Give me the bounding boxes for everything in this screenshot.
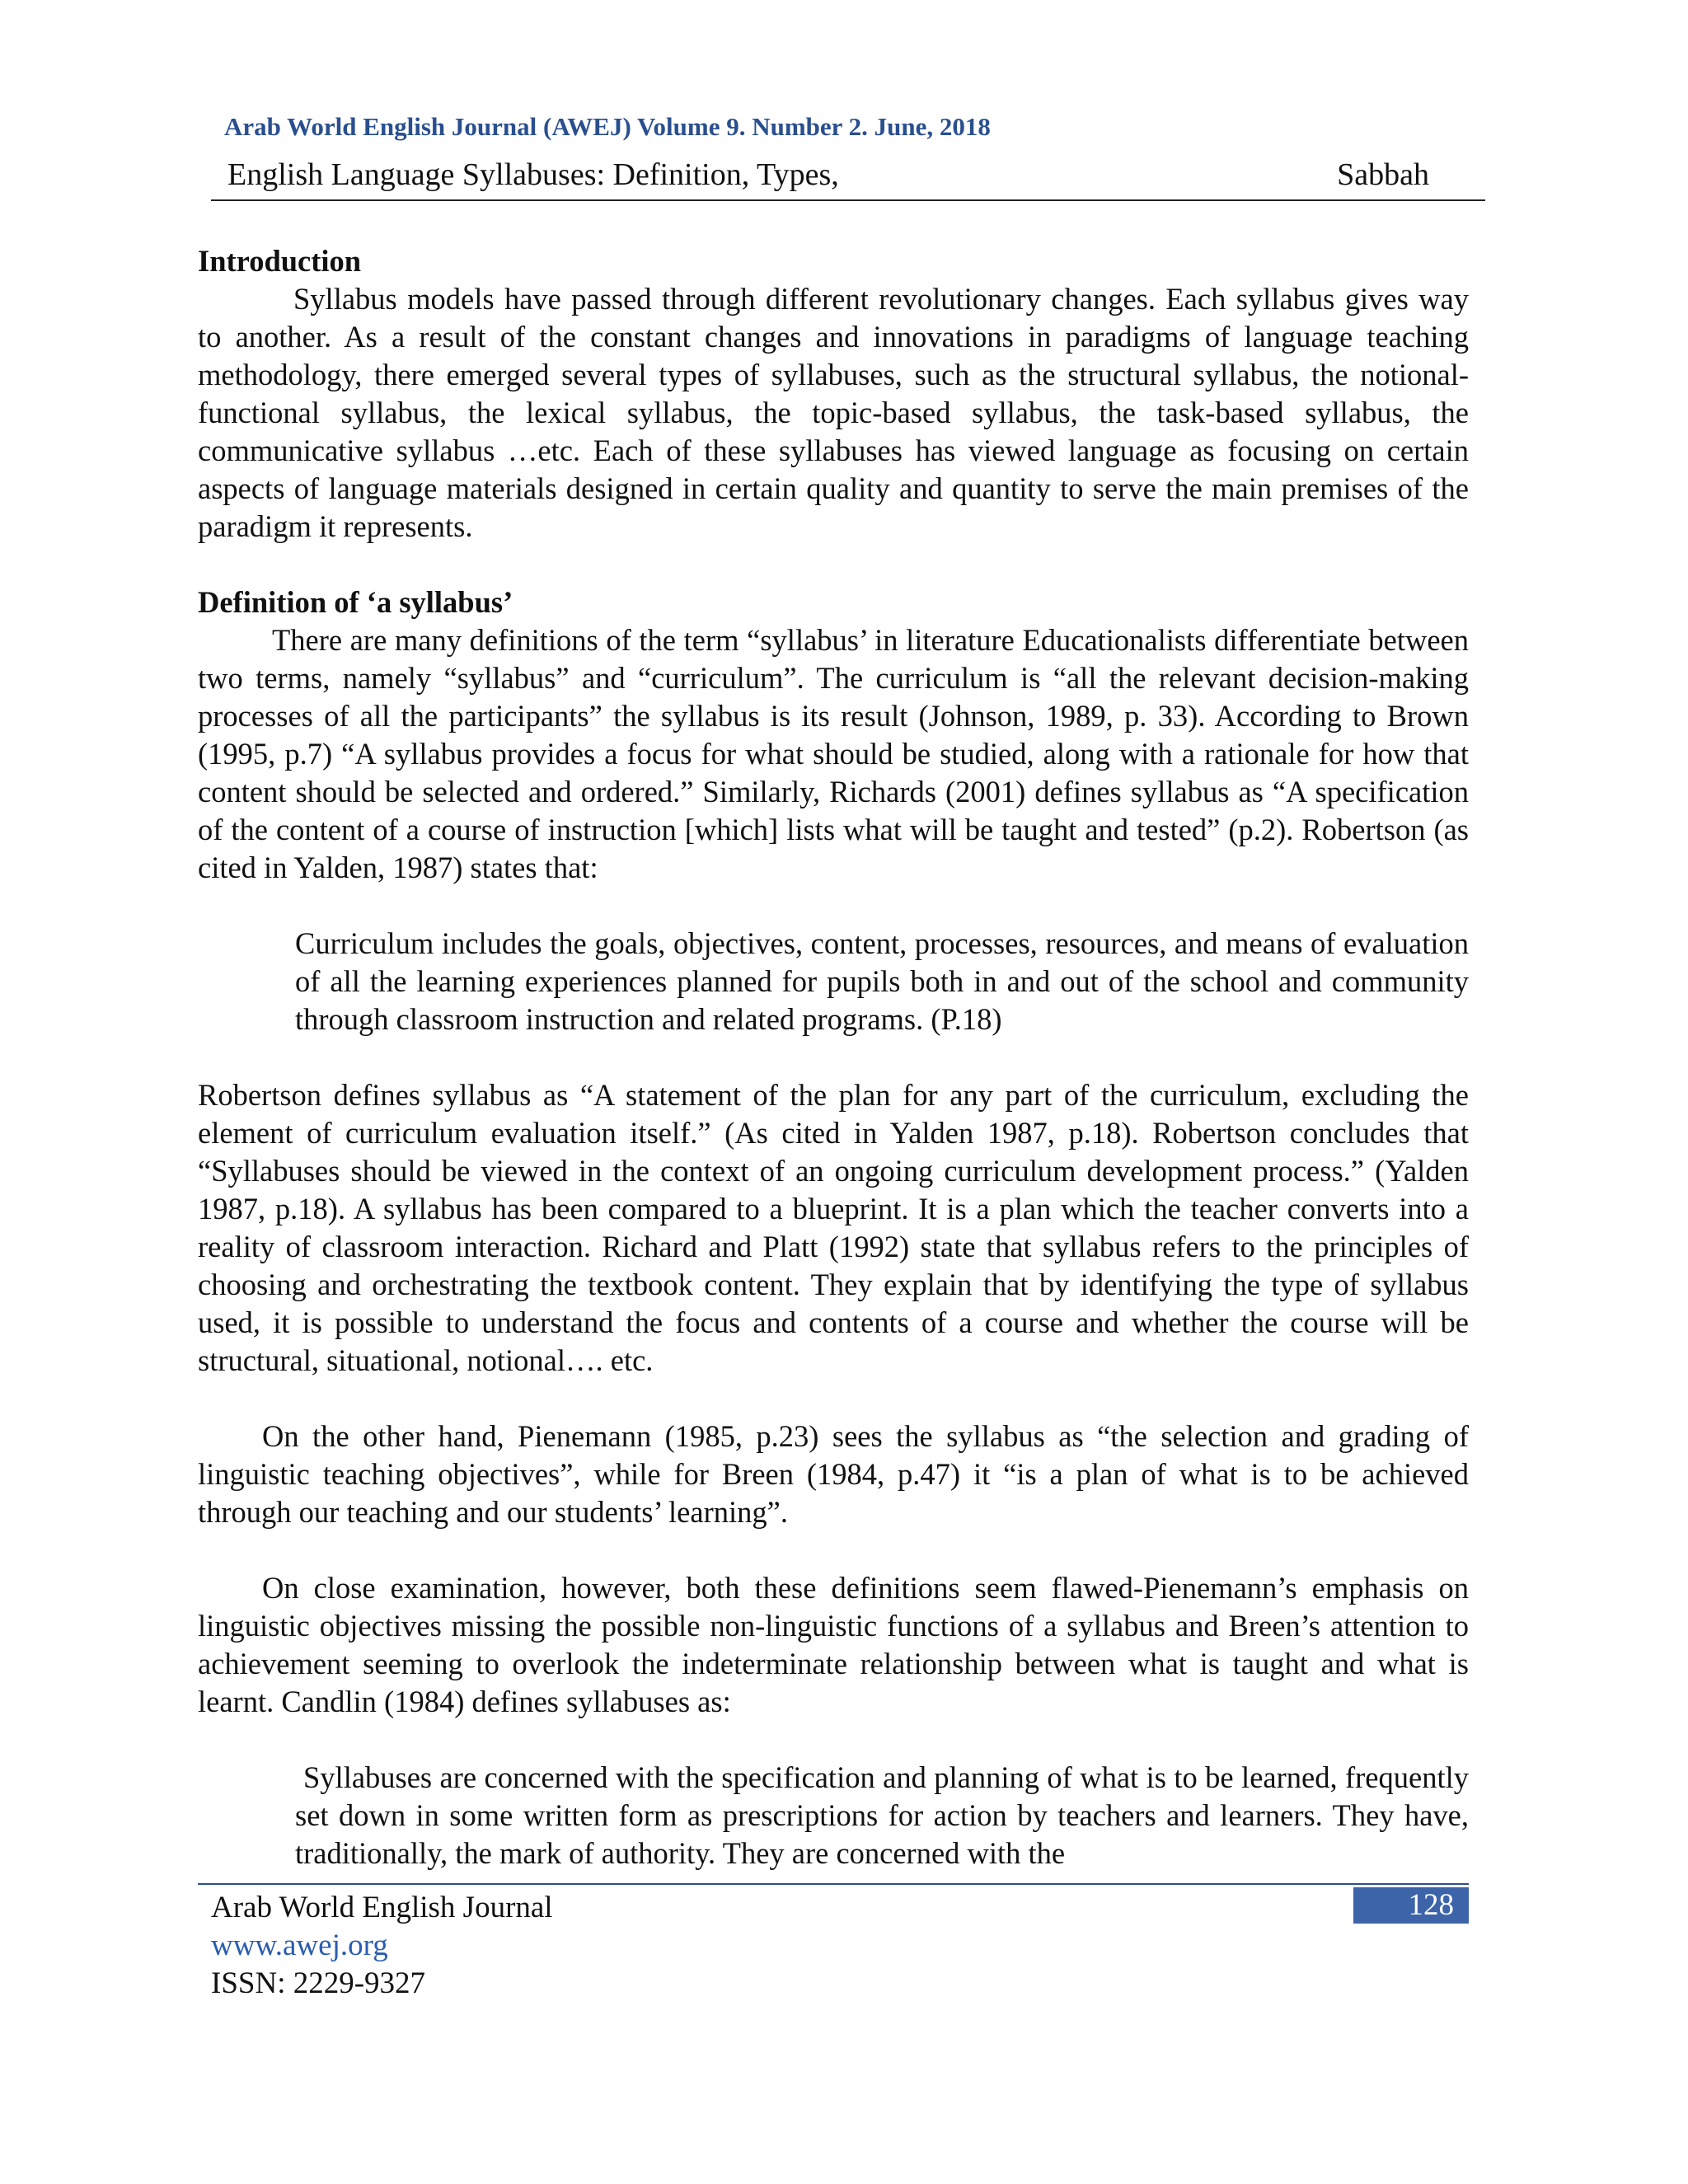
article-body [198,242,1469,1872]
block-quote-curriculum: Curriculum includes the goals, objectives, content, processes, resources, and means of evaluation of all the learning experiences planned for pupils both in and out of the school and community through classroom instruction and related programs. (P.18) [295,926,1469,1036]
running-header [211,157,1485,201]
page-number: 128 [1353,1887,1469,1924]
journal-citation-line: Arab World English Journal (AWEJ) Volume 9. Number 2. June, 2018 [224,112,991,141]
block-quote-candlin: Syllabuses are concerned with the specification and planning of what is to be learned, frequently set down in some written form as prescriptions for action by teachers and learners. They have, traditionally, the mark of authority. They are concerned with the [295,1760,1469,1870]
definition-paragraph-4: On close examination, however, both these definitions seem flawed-Pienemann’s emphasis on linguistic objectives missing the possible non-linguistic functions of a syllabus and Breen’s attention to achievement seeming to overlook the indeterminate relationship between what is taught and what is learnt. Candlin (1984) defines syllabuses as: [198,1571,1469,1718]
footer-journal-name: Arab World English Journal [211,1891,553,1924]
introduction-heading: Introduction [198,244,362,278]
definition-paragraph-3: On the other hand, Pienemann (1985, p.23) sees the syllabus as “the selection and grading of linguistic teaching objectives”, while for Breen (1984, p.47) it “is a plan of what is to be achieved through our teaching and our students’ learning”. [198,1419,1469,1529]
definition-paragraph-2: Robertson defines syllabus as “A statement of the plan for any part of the curriculum, excluding the element of curriculum evaluation itself.” (As cited in Yalden 1987, p.18). Robertson concludes that “Syllabuses should be viewed in the context of an ongoing curriculum development process.” (Yalden 1987, p.18). A syllabus has been compared to a blueprint. It is a plan which the teacher converts into a reality of classroom interaction. Richard and Platt (1992) state that syllabus refers to the principles of choosing and orchestrating the textbook content. They explain that by identifying the type of syllabus used, it is possible to understand the focus and contents of a course and whether the course will be structural, situational, notional…. etc. [198,1078,1469,1377]
footer-divider [198,1883,1469,1885]
introduction-paragraph: Syllabus models have passed through different revolutionary changes. Each syllabus gives way to another. As a result of the constant changes and innovations in paradigms of language teaching methodology, there emerged several types of syllabuses, such as the structural syllabus, the notional-functional syllabus, the lexical syllabus, the topic-based syllabus, the task-based syllabus, the communicative syllabus …etc. Each of these syllabuses has viewed language as focusing on certain aspects of language materials designed in certain quality and quantity to serve the main premises of the paradigm it represents. [198,282,1469,543]
footer-issn: ISSN: 2229-9327 [211,1966,426,2000]
definition-heading: Definition of ‘a syllabus’ [198,585,513,619]
running-header-title: English Language Syllabuses: Definition, Types, [227,157,839,192]
footer-website-link[interactable]: www.awej.org [211,1929,388,1962]
running-header-author: Sabbah [1337,157,1429,192]
definition-paragraph-1: There are many definitions of the term “syllabus’ in literature Educationalists differentiate between two terms, namely “syllabus” and “curriculum”. The curriculum is “all the relevant decision-making processes of all the participants” the syllabus is its result (Johnson, 1989, p. 33). According to Brown (1995, p.7) “A syllabus provides a focus for what should be studied, along with a rationale for how that content should be selected and ordered.” Similarly, Richards (2001) defines syllabus as “A specification of the content of a course of instruction [which] lists what will be taught and tested” (p.2). Robertson (as cited in Yalden, 1987) states that: [198,623,1469,884]
